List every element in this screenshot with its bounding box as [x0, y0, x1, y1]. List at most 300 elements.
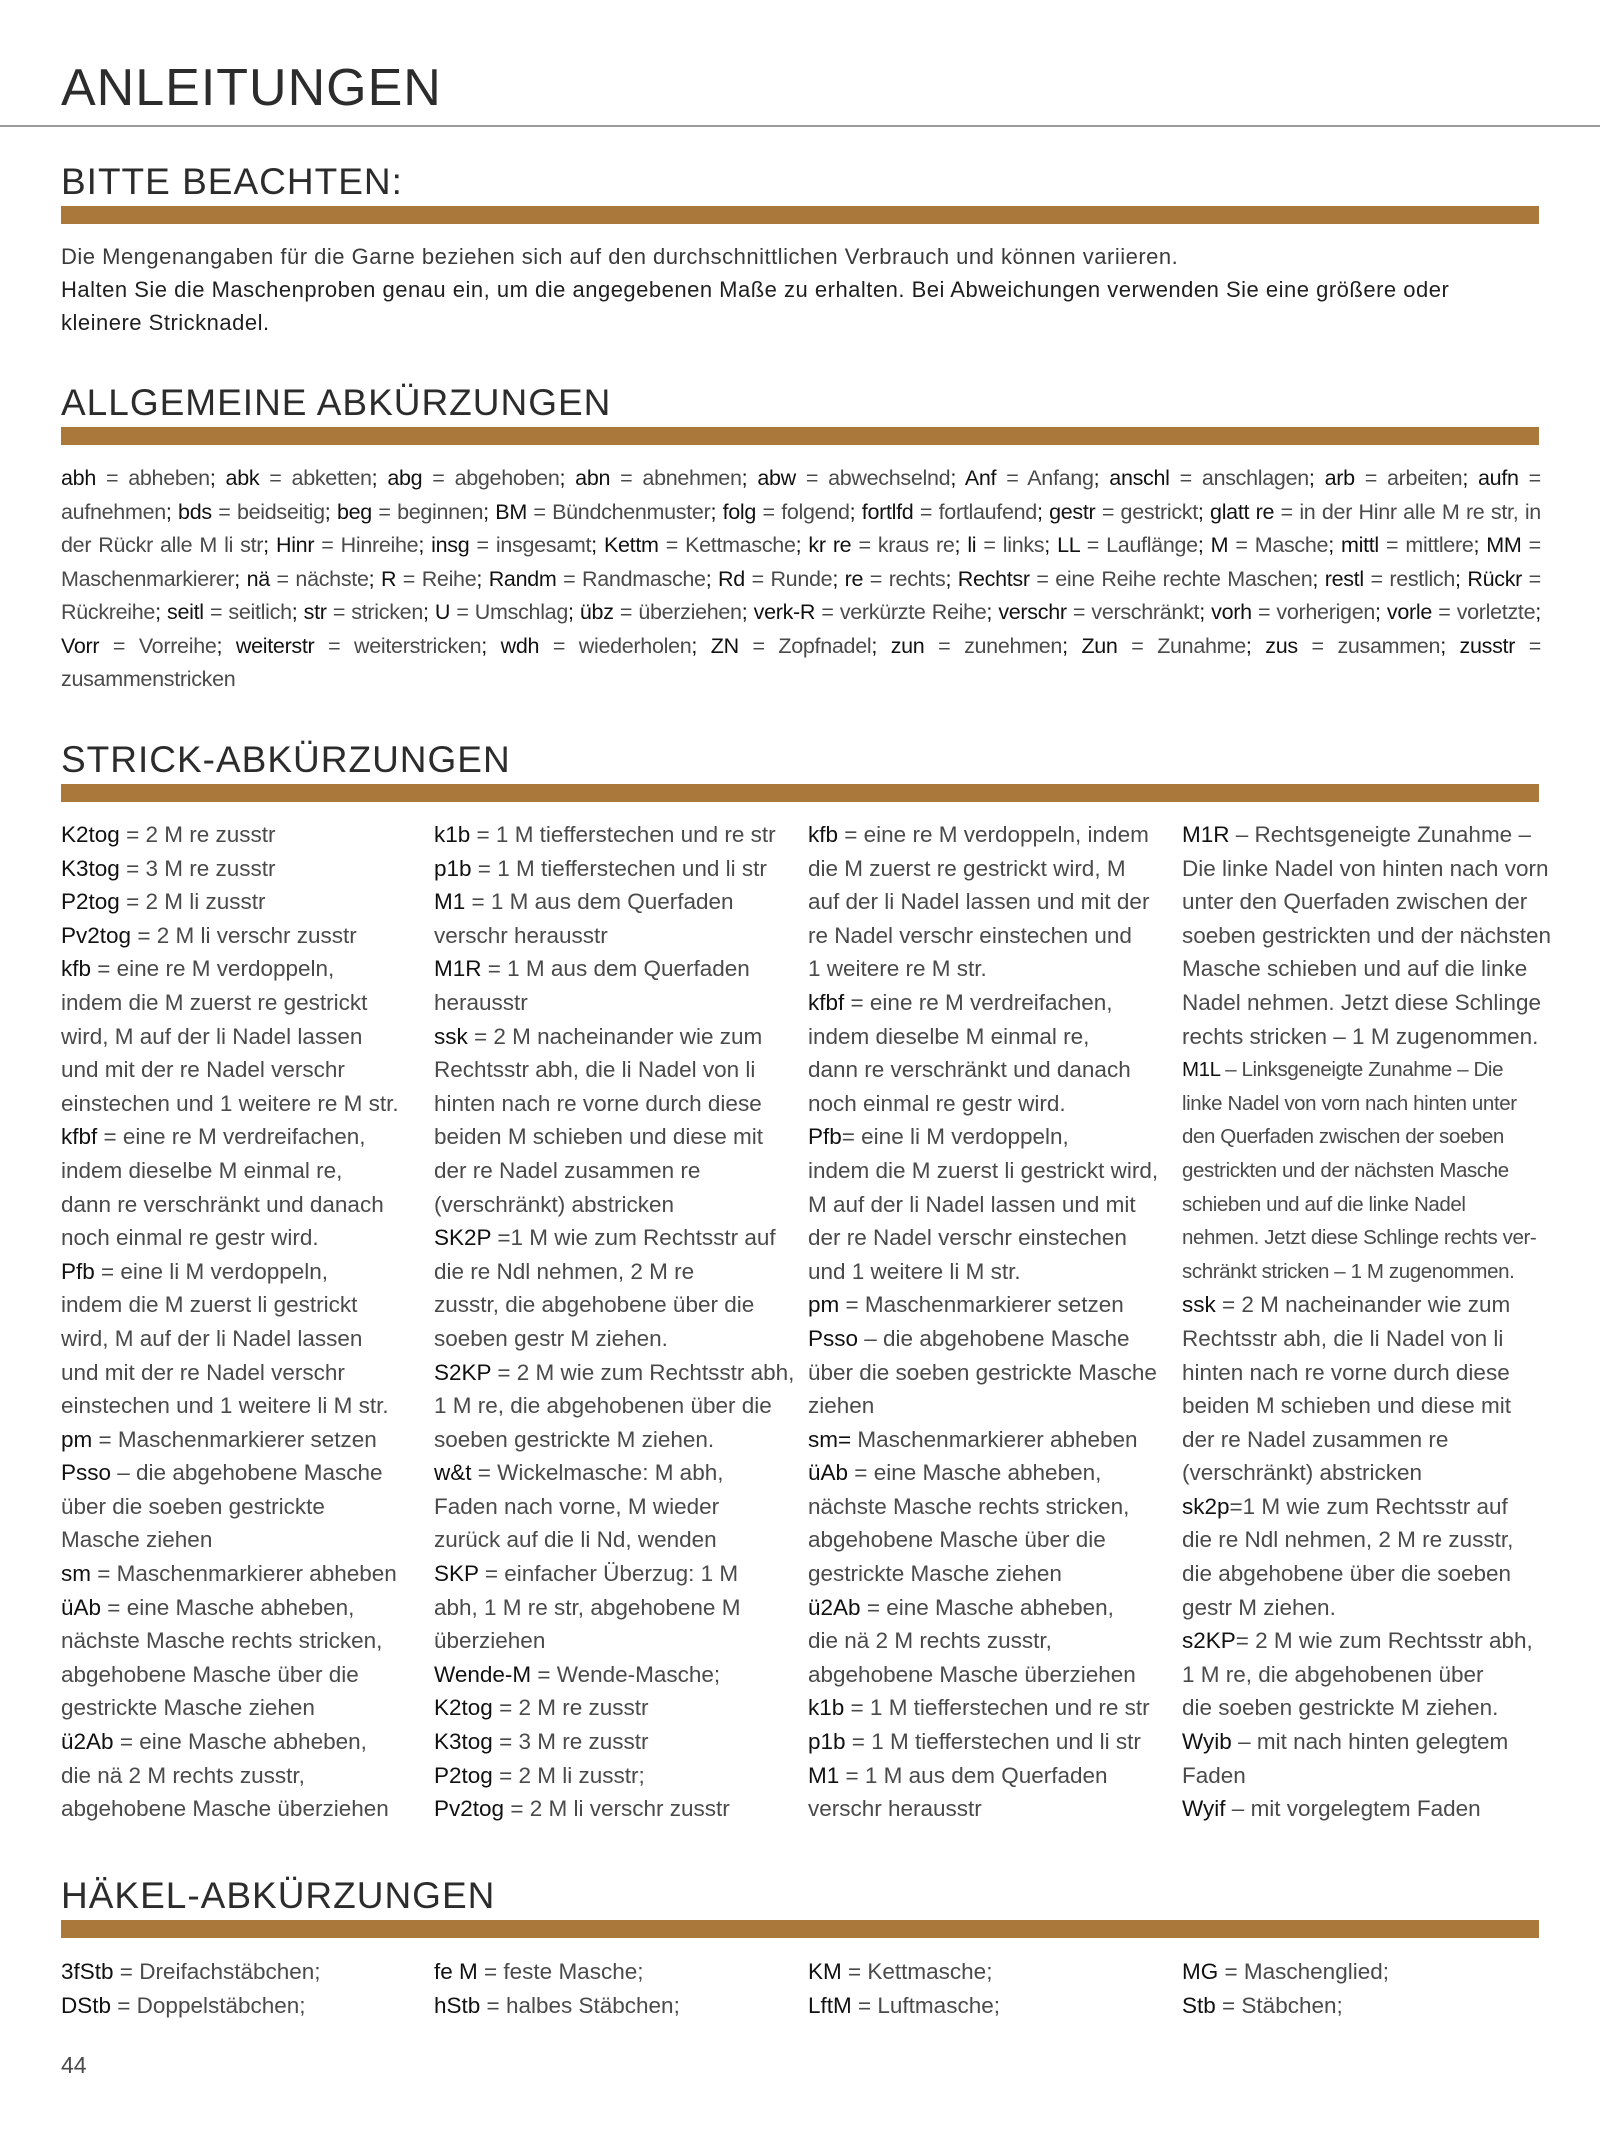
abbreviation-definition: linke Nadel von vorn nach hinten unter — [1182, 1091, 1517, 1115]
abbreviation-continuation — [434, 1624, 789, 1658]
abbreviation-term: weiterstr — [235, 633, 315, 658]
abbreviation-line — [61, 1955, 416, 1989]
abbreviation-term: Stb — [1182, 1993, 1216, 2018]
abbreviation-definition: = Dreifachstäbchen; — [113, 1959, 321, 1984]
abbreviation-continuation — [1182, 1423, 1537, 1457]
abbreviation-term: vorh — [1211, 600, 1252, 624]
abbreviation-continuation — [61, 1523, 416, 1557]
abbreviation-term: aufn — [1478, 466, 1519, 490]
abbreviation-entry: str = stricken; — [303, 600, 429, 624]
abbreviation-continuation — [808, 1792, 1163, 1826]
abbreviation-definition: die re Ndl nehmen, 2 M re zusstr, — [1182, 1527, 1514, 1553]
abbreviation-continuation — [808, 919, 1163, 953]
abbreviation-definition: – mit vorgelegtem Faden — [1225, 1796, 1481, 1822]
abbreviation-term: hStb — [434, 1993, 481, 2018]
abbreviation-line — [808, 1288, 1163, 1322]
abbreviation-definition: nächste Masche rechts stricken, — [808, 1493, 1130, 1519]
abbreviation-entry: M = Masche; — [1210, 533, 1334, 557]
abbreviation-term: R — [380, 566, 397, 591]
abbreviation-definition: soeben gestrickte M ziehen. — [434, 1426, 715, 1452]
abbreviation-definition: mittlere — [1405, 533, 1474, 557]
knitting-column-3 — [808, 818, 1163, 1826]
abbreviation-entry: Rückr = Rückreihe; — [61, 566, 1541, 624]
abbreviation-term: folg — [722, 499, 757, 524]
abbreviation-definition: die nä 2 M rechts zusstr, — [61, 1762, 305, 1788]
abbreviation-definition: abheben — [128, 466, 210, 490]
abbreviation-term: M — [1210, 533, 1229, 557]
abbreviation-definition: zurück auf die li Nd, wenden — [434, 1527, 717, 1553]
abbreviation-term: kfbf — [61, 1124, 98, 1150]
abbreviation-entry: ZN = Zopfnadel; — [710, 633, 878, 658]
abbreviation-definition: = Stäbchen; — [1215, 1993, 1343, 2018]
abbreviation-term: Wyif — [1182, 1796, 1226, 1822]
crochet-heading: HÄKEL-ABKÜRZUNGEN — [61, 1875, 496, 1916]
abbreviation-continuation — [808, 952, 1163, 986]
abbreviation-continuation — [1182, 919, 1551, 953]
abbreviation-definition: = 1 M aus dem Querfaden — [481, 956, 750, 982]
abbreviation-definition: abgehoben — [454, 466, 560, 490]
abbreviation-term: kfb — [808, 822, 839, 847]
page-number: 44 — [61, 2052, 87, 2078]
abbreviation-continuation — [808, 885, 1163, 919]
abbreviation-definition: = 2 M re zusstr — [119, 822, 276, 847]
abbreviation-continuation — [808, 1523, 1163, 1557]
abbreviation-continuation — [61, 1322, 416, 1356]
abbreviation-line — [1182, 1725, 1537, 1759]
abbreviation-definition: Maschenmarkierer abheben — [851, 1426, 1138, 1452]
abbreviation-definition: = Wickelmasche: M abh, — [471, 1460, 724, 1486]
abbreviation-definition: insgesamt — [495, 533, 592, 557]
abbreviation-line — [61, 1557, 416, 1591]
abbreviation-continuation — [808, 1490, 1163, 1524]
abbreviation-term: fortlfd — [861, 499, 914, 524]
abbreviation-definition: = Kettmasche; — [841, 1959, 993, 1984]
abbreviation-entry: abn = abnehmen; — [575, 466, 748, 490]
abbreviation-term: bds — [178, 499, 212, 524]
abbreviation-entry: übz = überziehen; — [579, 600, 748, 624]
title-rule — [0, 125, 1600, 127]
abbreviation-term: übz — [579, 600, 614, 624]
abbreviation-line — [808, 1423, 1163, 1457]
abbreviation-definition: = Doppelstäbchen; — [111, 1993, 306, 2018]
abbreviation-term: sm= — [808, 1426, 852, 1452]
abbreviation-term: verschr — [998, 600, 1067, 624]
abbreviation-definition: verkürzte Reihe — [839, 600, 987, 624]
abbreviation-term: LftM — [808, 1993, 852, 2018]
abbreviation-continuation — [1182, 986, 1541, 1020]
abbreviation-entry: MM = Maschenmarkierer; — [61, 533, 1541, 591]
notice-heading: BITTE BEACHTEN: — [61, 161, 403, 202]
abbreviation-definition: abgehobene Masche über die — [808, 1527, 1106, 1553]
abbreviation-term: K3tog — [61, 855, 120, 881]
abbreviation-definition: der re Nadel verschr einstechen — [808, 1225, 1127, 1251]
abbreviation-definition: überziehen — [638, 600, 742, 624]
abbreviation-term: KM — [808, 1959, 842, 1984]
abbreviation-continuation — [61, 1053, 416, 1087]
abbreviation-term: pm — [808, 1292, 840, 1318]
abbreviation-continuation — [61, 1691, 416, 1725]
abbreviation-definition: abgehobene Masche überziehen — [61, 1796, 389, 1822]
crochet-column-3 — [808, 1955, 1163, 2023]
abbreviation-definition: die soeben gestrickte M ziehen. — [1182, 1695, 1499, 1721]
abbreviation-definition: beiden M schieben und diese mit — [434, 1124, 763, 1150]
abbreviation-term: Anf — [964, 466, 997, 490]
abbreviation-term: ZN — [710, 633, 739, 658]
abbreviation-entry: abw = abwechselnd; — [757, 466, 957, 490]
abbreviation-definition: nächste Masche rechts stricken, — [61, 1628, 383, 1654]
abbreviation-definition: noch einmal re gestr wird. — [61, 1225, 319, 1251]
abbreviation-term: Zun — [1081, 633, 1118, 658]
abbreviation-continuation — [434, 1591, 789, 1625]
abbreviation-continuation — [808, 1557, 1163, 1591]
abbreviation-line — [61, 1423, 416, 1457]
abbreviation-definition: indem dieselbe M einmal re, — [61, 1157, 343, 1183]
abbreviation-definition: zunehmen — [964, 633, 1063, 658]
abbreviation-entry: nä = nächste; — [246, 566, 375, 591]
abbreviation-line — [434, 1989, 789, 2023]
abbreviation-entry: folg = folgend; — [722, 499, 856, 524]
abbreviation-line — [808, 1456, 1163, 1490]
abbreviation-continuation — [434, 1389, 789, 1423]
abbreviation-definition: schieben und auf die linke Nadel — [1182, 1192, 1466, 1216]
abbreviation-definition: gestrickte Masche ziehen — [808, 1561, 1062, 1587]
abbreviation-definition: verschr herausstr — [434, 922, 608, 948]
abbreviation-line — [434, 1221, 789, 1255]
abbreviation-line — [434, 952, 789, 986]
notice-line: kleinere Stricknadel. — [61, 310, 270, 335]
abbreviation-definition: Faden nach vorne, M wieder — [434, 1493, 720, 1519]
abbreviation-entry: Rd = Runde; — [718, 566, 838, 591]
abbreviation-definition: Bündchenmuster — [552, 499, 711, 524]
abbreviation-continuation — [61, 1221, 416, 1255]
abbreviation-definition: zusstr, die abgehobene über die — [434, 1292, 755, 1318]
abbreviation-definition: nächste — [295, 566, 369, 591]
abbreviation-continuation — [1182, 1759, 1537, 1793]
abbreviation-line — [61, 1591, 416, 1625]
abbreviation-line — [434, 1759, 789, 1793]
abbreviation-line — [808, 818, 1163, 852]
abbreviation-entry: abg = abgehoben; — [387, 466, 566, 490]
abbreviation-term: Wende-M — [434, 1661, 532, 1687]
abbreviation-line — [61, 818, 416, 852]
abbreviation-entry: Vorr = Vorreihe; — [61, 633, 223, 658]
abbreviation-line — [1182, 818, 1537, 852]
abbreviation-entry: abk = abketten; — [225, 466, 378, 490]
abbreviation-definition: Kettmasche — [685, 533, 796, 557]
abbreviation-entry: weiterstr = weiterstricken; — [235, 633, 487, 658]
abbreviation-term: mittl — [1341, 533, 1379, 557]
abbreviation-definition: = eine Masche abheben, — [101, 1594, 355, 1620]
abbreviation-definition: dann re verschränkt und danach — [61, 1191, 384, 1217]
abbreviation-definition: einstechen und 1 weitere li M str. — [61, 1393, 389, 1419]
abbreviation-continuation — [1182, 1456, 1537, 1490]
abbreviation-definition: = feste Masche; — [477, 1959, 644, 1984]
abbreviation-term: kr re — [808, 533, 852, 557]
abbreviation-continuation — [434, 1120, 789, 1154]
abbreviation-continuation — [434, 1154, 789, 1188]
abbreviation-definition: die abgehobene über die soeben — [1182, 1561, 1512, 1587]
abbreviation-definition: weiterstricken — [354, 633, 482, 658]
crochet-column-1 — [61, 1955, 416, 2023]
abbreviation-definition: = 2 M li zusstr — [119, 889, 266, 915]
abbreviation-line — [808, 1691, 1163, 1725]
abbreviation-entry: beg = beginnen; — [336, 499, 489, 524]
abbreviation-definition: stricken — [351, 600, 423, 624]
abbreviation-term: K2tog — [434, 1695, 493, 1721]
abbreviation-definition: Die linke Nadel von hinten nach vorn — [1182, 855, 1549, 881]
abbreviation-definition: wird, M auf der li Nadel lassen — [61, 1023, 363, 1049]
abbreviation-line — [434, 1020, 789, 1054]
abbreviation-entry: Rechtsr = eine Reihe rechte Maschen; — [957, 566, 1319, 591]
abbreviation-definition: gestrickte Masche ziehen — [61, 1695, 315, 1721]
abbreviation-entry: verschr = verschränkt; — [998, 600, 1205, 624]
abbreviation-entry: BM = Bündchenmuster; — [495, 499, 717, 524]
abbreviation-continuation — [434, 986, 789, 1020]
abbreviation-definition: 1 weitere re M str. — [808, 956, 987, 982]
abbreviation-definition: = eine re M verdoppeln, — [91, 956, 335, 982]
abbreviation-continuation — [1182, 1154, 1537, 1188]
abbreviation-term: ssk — [434, 1023, 468, 1049]
abbreviation-entry: vorle = vorletzte; — [1386, 600, 1541, 624]
abbreviation-definition: Runde — [770, 566, 833, 591]
abbreviation-term: re — [844, 566, 864, 591]
abbreviation-term: ü2Ab — [808, 1594, 861, 1620]
abbreviation-continuation — [61, 1087, 416, 1121]
abbreviation-entry: restl = restlich; — [1324, 566, 1461, 591]
knitting-column-4 — [1182, 818, 1551, 1826]
abbreviation-term: M1 — [808, 1762, 840, 1788]
abbreviation-continuation — [61, 1356, 416, 1390]
abbreviation-entry: aufn = aufnehmen; — [61, 466, 1541, 524]
abbreviation-term: restl — [1324, 566, 1364, 591]
abbreviation-line — [61, 1989, 416, 2023]
abbreviation-term: vorle — [1386, 600, 1433, 624]
abbreviation-definition: aufnehmen — [61, 499, 166, 524]
abbreviation-term: SK2P — [434, 1225, 492, 1251]
abbreviation-entry: R = Reihe; — [380, 566, 483, 591]
abbreviation-definition: =1 M wie zum Rechtsstr auf — [491, 1225, 776, 1251]
abbreviation-definition: – Rechtsgeneigte Zunahme – — [1229, 822, 1531, 847]
abbreviation-definition: schränkt stricken – 1 M zugenommen. — [1182, 1259, 1515, 1283]
abbreviation-continuation — [434, 1188, 789, 1222]
abbreviation-term: li — [967, 533, 977, 557]
abbreviation-line — [434, 818, 789, 852]
abbreviation-definition: zusammen — [1337, 633, 1441, 658]
abbreviation-definition: indem die M zuerst li gestrickt — [61, 1292, 358, 1318]
abbreviation-definition: = eine li M verdoppeln, — [94, 1258, 329, 1284]
abbreviation-line — [61, 1255, 416, 1289]
abbreviation-term: wdh — [500, 633, 540, 658]
abbreviation-definition: der re Nadel zusammen re — [434, 1157, 701, 1183]
abbreviation-continuation — [1182, 1322, 1537, 1356]
abbreviation-definition: Zopfnadel — [778, 633, 872, 658]
abbreviation-term: Pfb — [808, 1124, 842, 1150]
abbreviation-definition: = 2 M wie zum Rechtsstr abh, — [491, 1359, 795, 1385]
abbreviation-definition: Maschenmarkierer — [61, 566, 235, 591]
abbreviation-continuation — [808, 1154, 1163, 1188]
general-bar — [61, 427, 1539, 445]
abbreviation-term: Rd — [718, 566, 745, 591]
abbreviation-continuation — [1182, 1221, 1537, 1255]
abbreviation-term: MG — [1182, 1959, 1219, 1984]
abbreviation-definition: 1 M re, die abgehobenen über die — [434, 1393, 772, 1419]
abbreviation-line — [434, 1691, 789, 1725]
abbreviation-term: M1R — [434, 956, 482, 982]
abbreviation-definition: die nä 2 M rechts zusstr, — [808, 1628, 1052, 1654]
abbreviation-definition: =1 M wie zum Rechtsstr auf — [1229, 1493, 1508, 1519]
abbreviation-term: Psso — [61, 1460, 112, 1486]
abbreviation-continuation — [1182, 1591, 1537, 1625]
abbreviation-line — [434, 852, 789, 886]
abbreviation-line — [434, 1557, 789, 1591]
abbreviation-definition: und mit der re Nadel verschr — [61, 1359, 345, 1385]
abbreviation-entry: Anf = Anfang; — [964, 466, 1100, 490]
abbreviation-term: ü2Ab — [61, 1729, 114, 1755]
abbreviation-entry: U = Umschlag; — [434, 600, 574, 624]
abbreviation-definition: wird, M auf der li Nadel lassen — [61, 1325, 363, 1351]
abbreviation-definition: den Querfaden zwischen der soeben — [1182, 1125, 1504, 1149]
abbreviation-entry: kr re = kraus re; — [808, 533, 961, 557]
abbreviation-term: M1 — [434, 889, 466, 915]
abbreviation-definition: = Maschenglied; — [1218, 1959, 1389, 1984]
abbreviation-continuation — [61, 1658, 416, 1692]
abbreviation-continuation — [808, 1020, 1163, 1054]
abbreviation-continuation — [808, 1087, 1163, 1121]
abbreviation-continuation — [1182, 1389, 1537, 1423]
abbreviation-term: Pv2tog — [434, 1796, 505, 1822]
abbreviation-definition: = 1 M aus dem Querfaden — [465, 889, 734, 915]
abbreviation-definition: einstechen und 1 weitere re M str. — [61, 1090, 399, 1116]
abbreviation-definition: Zunahme — [1157, 633, 1246, 658]
abbreviation-definition: M auf der li Nadel lassen und mit — [808, 1191, 1136, 1217]
general-abbreviations — [61, 462, 1541, 697]
abbreviation-definition: = eine Masche abheben, — [848, 1460, 1102, 1486]
abbreviation-line — [434, 885, 789, 919]
abbreviation-line — [434, 1792, 789, 1826]
abbreviation-definition: = 1 M aus dem Querfaden — [839, 1762, 1108, 1788]
abbreviation-continuation — [1182, 952, 1537, 986]
abbreviation-continuation — [808, 1658, 1163, 1692]
abbreviation-definition: abketten — [291, 466, 372, 490]
abbreviation-definition: indem dieselbe M einmal re, — [808, 1023, 1090, 1049]
abbreviation-term: insg — [431, 533, 470, 557]
abbreviation-definition: links — [1002, 533, 1045, 557]
abbreviation-definition: = Maschenmarkierer setzen — [92, 1426, 377, 1452]
abbreviation-definition: Randmasche — [582, 566, 706, 591]
abbreviation-term: sk2p — [1182, 1493, 1230, 1519]
abbreviation-definition: = eine Masche abheben, — [113, 1729, 367, 1755]
abbreviation-definition: = 2 M li verschr zusstr — [504, 1796, 730, 1822]
abbreviation-term: gestr — [1049, 499, 1096, 524]
abbreviation-definition: = einfacher Überzug: 1 M — [478, 1561, 739, 1587]
abbreviation-continuation — [808, 1188, 1163, 1222]
abbreviation-definition: in der Hinr alle M re str, in der Rückr alle M li str — [61, 499, 1541, 557]
abbreviation-continuation — [1182, 1255, 1537, 1289]
abbreviation-definition: beidseitig — [236, 499, 325, 524]
abbreviation-entry: re = rechts; — [844, 566, 952, 591]
abbreviation-term: k1b — [808, 1695, 845, 1721]
abbreviation-definition: rechts — [888, 566, 946, 591]
abbreviation-line — [808, 1725, 1163, 1759]
abbreviation-definition: anschlagen — [1201, 466, 1309, 490]
abbreviation-line — [1182, 1288, 1537, 1322]
abbreviation-definition: = 1 M tiefferstechen und li str — [845, 1729, 1141, 1755]
abbreviation-definition: = 3 M re zusstr — [492, 1729, 649, 1755]
abbreviation-continuation — [434, 1288, 789, 1322]
abbreviation-definition: folgend — [781, 499, 850, 524]
abbreviation-entry: zus = zusammen; — [1265, 633, 1446, 658]
abbreviation-continuation — [61, 1759, 416, 1793]
abbreviation-term: pm — [61, 1426, 93, 1452]
abbreviation-term: kfbf — [808, 989, 845, 1015]
abbreviation-definition: abh, 1 M re str, abgehobene M — [434, 1594, 741, 1620]
abbreviation-definition: Umschlag — [474, 600, 568, 624]
abbreviation-definition: (verschränkt) abstricken — [1182, 1460, 1423, 1486]
abbreviation-definition: (verschränkt) abstricken — [434, 1191, 675, 1217]
abbreviation-term: k1b — [434, 822, 471, 847]
abbreviation-definition: soeben gestrickten und der nächsten — [1182, 922, 1551, 948]
abbreviation-continuation — [61, 1154, 416, 1188]
abbreviation-line — [808, 1989, 1163, 2023]
abbreviation-term: abk — [225, 466, 260, 490]
notice-text — [61, 240, 1551, 339]
abbreviation-definition: Masche ziehen — [61, 1527, 213, 1553]
abbreviation-continuation — [434, 1255, 789, 1289]
knitting-heading: STRICK-ABKÜRZUNGEN — [61, 739, 511, 780]
abbreviation-term: Wyib — [1182, 1729, 1232, 1755]
abbreviation-definition: Reihe — [421, 566, 477, 591]
abbreviation-term: str — [303, 600, 327, 624]
general-heading: ALLGEMEINE ABKÜRZUNGEN — [61, 382, 612, 423]
abbreviation-definition: zusammenstricken — [61, 667, 236, 691]
abbreviation-term: seitl — [167, 600, 204, 624]
abbreviation-continuation — [434, 1490, 789, 1524]
knitting-bar — [61, 784, 1539, 802]
abbreviation-definition: die M zuerst re gestrickt wird, M — [808, 855, 1126, 881]
abbreviation-continuation — [808, 1221, 1163, 1255]
abbreviation-definition: vorletzte — [1456, 600, 1536, 624]
abbreviation-entry: anschl = anschlagen; — [1109, 466, 1315, 490]
abbreviation-continuation — [1182, 1087, 1537, 1121]
abbreviation-definition: vorherigen — [1276, 600, 1376, 624]
abbreviation-continuation — [1182, 1120, 1537, 1154]
abbreviation-continuation — [434, 1087, 789, 1121]
crochet-column-2 — [434, 1955, 789, 2023]
abbreviation-definition: arbeiten — [1387, 466, 1463, 490]
abbreviation-term: Rückr — [1467, 566, 1523, 591]
abbreviation-continuation — [434, 1053, 789, 1087]
abbreviation-definition: = Maschenmarkierer setzen — [839, 1292, 1124, 1318]
abbreviation-definition: hinten nach re vorne durch diese — [1182, 1359, 1510, 1385]
abbreviation-line — [61, 885, 416, 919]
abbreviation-definition: auf der li Nadel lassen und mit der — [808, 889, 1150, 915]
abbreviation-definition: unter den Querfaden zwischen der — [1182, 889, 1528, 915]
abbreviation-definition: Rückreihe — [61, 600, 156, 624]
abbreviation-entry: Kettm = Kettmasche; — [603, 533, 802, 557]
abbreviation-definition: noch einmal re gestr wird. — [808, 1090, 1066, 1116]
abbreviation-definition: über die soeben gestrickte — [61, 1493, 325, 1519]
page-title: ANLEITUNGEN — [61, 59, 442, 117]
abbreviation-line — [61, 952, 416, 986]
abbreviation-definition: = Maschenmarkierer abheben — [91, 1561, 397, 1587]
abbreviation-term: Rechtsr — [957, 566, 1030, 591]
abbreviation-term: M1L — [1182, 1058, 1220, 1082]
abbreviation-line — [1182, 1624, 1537, 1658]
abbreviation-definition: überziehen — [434, 1628, 546, 1654]
abbreviation-entry: mittl = mittlere; — [1341, 533, 1480, 557]
abbreviation-term: üAb — [808, 1460, 849, 1486]
abbreviation-entry: seitl = seitlich; — [167, 600, 298, 624]
